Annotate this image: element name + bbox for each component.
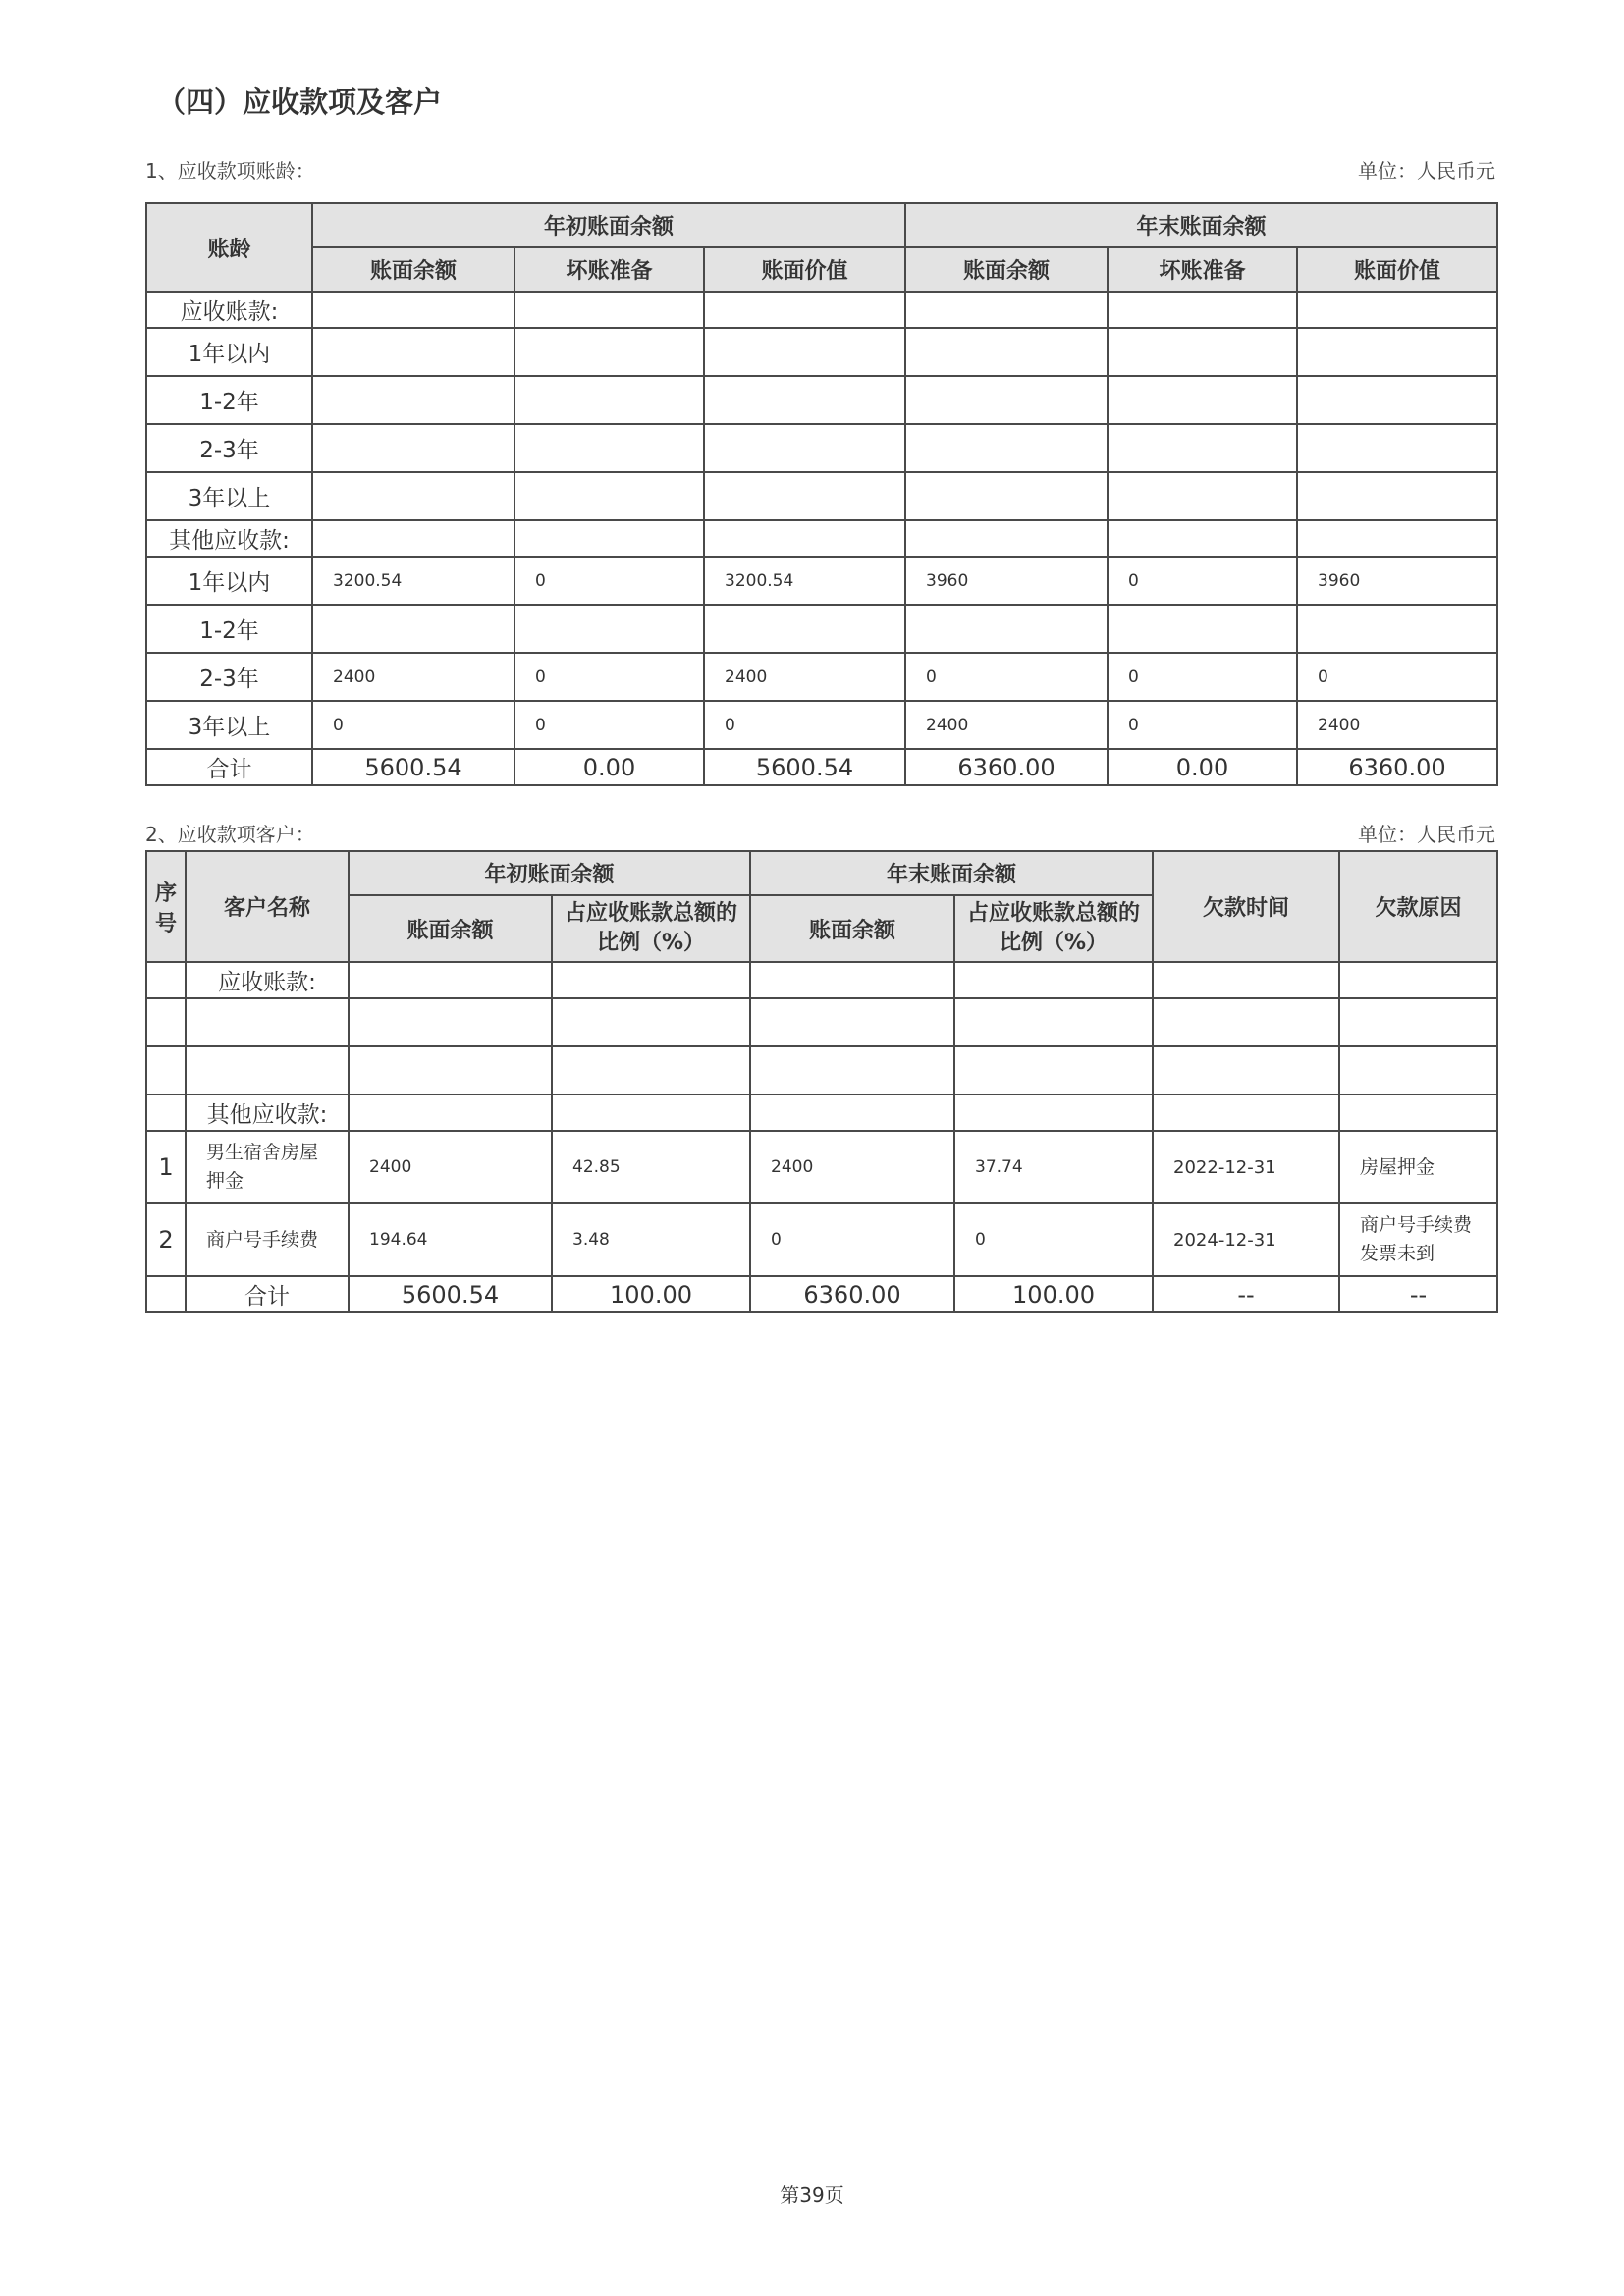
customer-name xyxy=(186,1203,349,1276)
cell: 0 xyxy=(1108,701,1297,749)
arrears-reason xyxy=(1339,1203,1497,1276)
cell: 0 xyxy=(514,701,704,749)
table-row xyxy=(146,1203,1497,1276)
total-reason: -- xyxy=(1339,1276,1497,1312)
cell xyxy=(704,605,905,653)
cell xyxy=(552,1046,750,1095)
group-label-receivables: 应收账款: xyxy=(186,962,349,998)
cell xyxy=(312,328,514,376)
cell xyxy=(1108,605,1297,653)
cell xyxy=(704,520,905,557)
table-row xyxy=(146,701,1497,749)
age-label: 1年以内 xyxy=(146,557,312,605)
end-ratio: 0 xyxy=(954,1203,1153,1276)
cell xyxy=(146,1095,186,1131)
cell xyxy=(1297,292,1497,328)
cell xyxy=(349,998,552,1046)
total-label: 合计 xyxy=(186,1276,349,1312)
cell xyxy=(186,998,349,1046)
header-end-book-balance: 账面余额 xyxy=(905,247,1108,292)
header-ratio-line2: 比例（%） xyxy=(596,931,706,955)
header-end-ratio xyxy=(954,895,1153,962)
cell xyxy=(1339,998,1497,1046)
cell xyxy=(146,1276,186,1312)
total-cell: 0.00 xyxy=(514,749,704,785)
cell xyxy=(514,472,704,520)
cell xyxy=(905,605,1108,653)
header-seq-line2: 号 xyxy=(154,911,177,936)
header-ratio-line2: 比例（%） xyxy=(1000,931,1109,955)
header-begin-book-value: 账面价值 xyxy=(704,247,905,292)
cell: 0 xyxy=(312,701,514,749)
cell xyxy=(1108,472,1297,520)
cell xyxy=(146,962,186,998)
cell xyxy=(349,962,552,998)
cell: 3960 xyxy=(905,557,1108,605)
age-label: 其他应收款: xyxy=(146,520,312,557)
cell xyxy=(146,998,186,1046)
cell xyxy=(1153,998,1339,1046)
cell xyxy=(750,998,954,1046)
cell xyxy=(954,998,1153,1046)
cell xyxy=(1153,1095,1339,1131)
cell: 2400 xyxy=(905,701,1108,749)
cell xyxy=(514,376,704,424)
total-label: 合计 xyxy=(146,749,312,785)
cell xyxy=(905,328,1108,376)
header-begin-bad-debt: 坏账准备 xyxy=(514,247,704,292)
cell: 0 xyxy=(514,653,704,701)
cell xyxy=(312,520,514,557)
total-cell: 0.00 xyxy=(1108,749,1297,785)
customer-name xyxy=(186,1131,349,1203)
cell: 0 xyxy=(704,701,905,749)
total-row xyxy=(146,749,1497,785)
cell xyxy=(750,962,954,998)
cell xyxy=(1339,1046,1497,1095)
table-row xyxy=(146,962,1497,998)
header-ratio-line1: 占应收账款总额的 xyxy=(565,901,738,926)
total-time: -- xyxy=(1153,1276,1339,1312)
cell xyxy=(312,292,514,328)
total-cell: 5600.54 xyxy=(704,749,905,785)
table-row xyxy=(146,376,1497,424)
cell xyxy=(552,998,750,1046)
end-ratio: 37.74 xyxy=(954,1131,1153,1203)
end-balance: 0 xyxy=(750,1203,954,1276)
cell xyxy=(1153,1046,1339,1095)
cell xyxy=(349,1095,552,1131)
aging-table-body xyxy=(146,292,1497,785)
cell xyxy=(1108,520,1297,557)
cell xyxy=(905,292,1108,328)
cell xyxy=(1108,328,1297,376)
cell: 2400 xyxy=(312,653,514,701)
total-cell: 6360.00 xyxy=(905,749,1108,785)
cell xyxy=(1297,605,1497,653)
page-number: 第39页 xyxy=(780,2183,844,2207)
cell xyxy=(1108,376,1297,424)
cell xyxy=(704,292,905,328)
customer-table-body xyxy=(146,962,1497,1312)
table-row xyxy=(146,998,1497,1046)
customer-name-line1: 男生宿舍房屋 xyxy=(206,1142,319,1163)
cell xyxy=(1297,424,1497,472)
cell xyxy=(1297,376,1497,424)
table-row xyxy=(146,292,1497,328)
header-end-bad-debt: 坏账准备 xyxy=(1108,247,1297,292)
cell: 3960 xyxy=(1297,557,1497,605)
total-row xyxy=(146,1276,1497,1312)
cell: 0 xyxy=(1297,653,1497,701)
cell xyxy=(312,376,514,424)
total-begin-balance: 5600.54 xyxy=(349,1276,552,1312)
cell xyxy=(349,1046,552,1095)
cell xyxy=(750,1095,954,1131)
header-end-book-balance: 账面余额 xyxy=(750,895,954,962)
cell xyxy=(905,424,1108,472)
cell: 2400 xyxy=(704,653,905,701)
cell xyxy=(704,328,905,376)
header-begin-balance: 年初账面余额 xyxy=(312,203,905,247)
total-cell: 5600.54 xyxy=(312,749,514,785)
header-begin-book-balance: 账面余额 xyxy=(312,247,514,292)
table1-unit: 单位：人民币元 xyxy=(1358,159,1495,183)
table2-caption: 2、应收款项客户： xyxy=(145,823,315,846)
cell xyxy=(905,472,1108,520)
begin-ratio: 3.48 xyxy=(552,1203,750,1276)
header-begin-book-balance: 账面余额 xyxy=(349,895,552,962)
cell: 3200.54 xyxy=(704,557,905,605)
cell xyxy=(312,472,514,520)
cell xyxy=(750,1046,954,1095)
cell: 0 xyxy=(514,557,704,605)
header-begin-balance: 年初账面余额 xyxy=(349,851,750,895)
total-end-ratio: 100.00 xyxy=(954,1276,1153,1312)
cell xyxy=(552,1095,750,1131)
cell xyxy=(1297,520,1497,557)
cell: 3200.54 xyxy=(312,557,514,605)
table-row xyxy=(146,520,1497,557)
total-cell: 6360.00 xyxy=(1297,749,1497,785)
cell xyxy=(146,1046,186,1095)
header-arrears-time: 欠款时间 xyxy=(1153,851,1339,962)
age-label: 1年以内 xyxy=(146,328,312,376)
customer-name-line1: 商户号手续费 xyxy=(206,1228,319,1251)
arrears-time: 2022-12-31 xyxy=(1153,1131,1339,1203)
age-label: 3年以上 xyxy=(146,701,312,749)
table-row xyxy=(146,424,1497,472)
cell xyxy=(1108,292,1297,328)
total-begin-ratio: 100.00 xyxy=(552,1276,750,1312)
arrears-time: 2024-12-31 xyxy=(1153,1203,1339,1276)
cell xyxy=(1153,962,1339,998)
age-label: 2-3年 xyxy=(146,653,312,701)
cell: 0 xyxy=(1108,653,1297,701)
header-end-book-value: 账面价值 xyxy=(1297,247,1497,292)
customer-name-line2: 押金 xyxy=(206,1170,244,1192)
row-index: 1 xyxy=(146,1131,186,1203)
table-row xyxy=(146,653,1497,701)
begin-ratio: 42.85 xyxy=(552,1131,750,1203)
table-row xyxy=(146,328,1497,376)
cell xyxy=(954,1095,1153,1131)
header-customer-name: 客户名称 xyxy=(186,851,349,962)
cell xyxy=(514,605,704,653)
cell xyxy=(1297,328,1497,376)
header-seq-line1: 序 xyxy=(154,881,177,906)
begin-balance: 2400 xyxy=(349,1131,552,1203)
age-label: 1-2年 xyxy=(146,376,312,424)
header-arrears-reason: 欠款原因 xyxy=(1339,851,1497,962)
header-end-balance: 年末账面余额 xyxy=(750,851,1153,895)
cell xyxy=(186,1046,349,1095)
cell: 0 xyxy=(1108,557,1297,605)
age-label: 2-3年 xyxy=(146,424,312,472)
table-row xyxy=(146,605,1497,653)
customer-table xyxy=(145,850,1498,1313)
end-balance: 2400 xyxy=(750,1131,954,1203)
cell xyxy=(552,962,750,998)
cell xyxy=(704,472,905,520)
age-label: 1-2年 xyxy=(146,605,312,653)
cell xyxy=(704,376,905,424)
cell xyxy=(954,1046,1153,1095)
row-index: 2 xyxy=(146,1203,186,1276)
total-end-balance: 6360.00 xyxy=(750,1276,954,1312)
cell xyxy=(312,424,514,472)
cell xyxy=(1297,472,1497,520)
reason-line1: 商户号手续费 xyxy=(1360,1214,1473,1236)
table-row xyxy=(146,557,1497,605)
table2-unit: 单位：人民币元 xyxy=(1358,823,1495,846)
aging-table xyxy=(145,202,1498,786)
header-age: 账龄 xyxy=(146,203,312,292)
age-label: 应收账款: xyxy=(146,292,312,328)
cell xyxy=(514,424,704,472)
table-row xyxy=(146,1095,1497,1131)
section-title: （四）应收款项及客户 xyxy=(157,85,443,119)
header-seq xyxy=(146,851,186,962)
arrears-reason xyxy=(1339,1131,1497,1203)
begin-balance: 194.64 xyxy=(349,1203,552,1276)
cell xyxy=(1108,424,1297,472)
header-begin-ratio xyxy=(552,895,750,962)
cell xyxy=(1339,962,1497,998)
cell: 2400 xyxy=(1297,701,1497,749)
header-ratio-line1: 占应收账款总额的 xyxy=(967,901,1141,926)
reason-line2: 发票未到 xyxy=(1360,1243,1435,1264)
cell xyxy=(514,328,704,376)
cell xyxy=(704,424,905,472)
cell xyxy=(312,605,514,653)
header-end-balance: 年末账面余额 xyxy=(905,203,1497,247)
cell: 0 xyxy=(905,653,1108,701)
group-label-other-receivables: 其他应收款: xyxy=(186,1095,349,1131)
table-row xyxy=(146,472,1497,520)
cell xyxy=(954,962,1153,998)
reason-line1: 房屋押金 xyxy=(1360,1155,1435,1178)
cell xyxy=(514,292,704,328)
cell xyxy=(514,520,704,557)
table1-caption: 1、应收款项账龄： xyxy=(145,159,315,183)
age-label: 3年以上 xyxy=(146,472,312,520)
cell xyxy=(905,376,1108,424)
table-row xyxy=(146,1131,1497,1203)
cell xyxy=(1339,1095,1497,1131)
cell xyxy=(905,520,1108,557)
table-row xyxy=(146,1046,1497,1095)
